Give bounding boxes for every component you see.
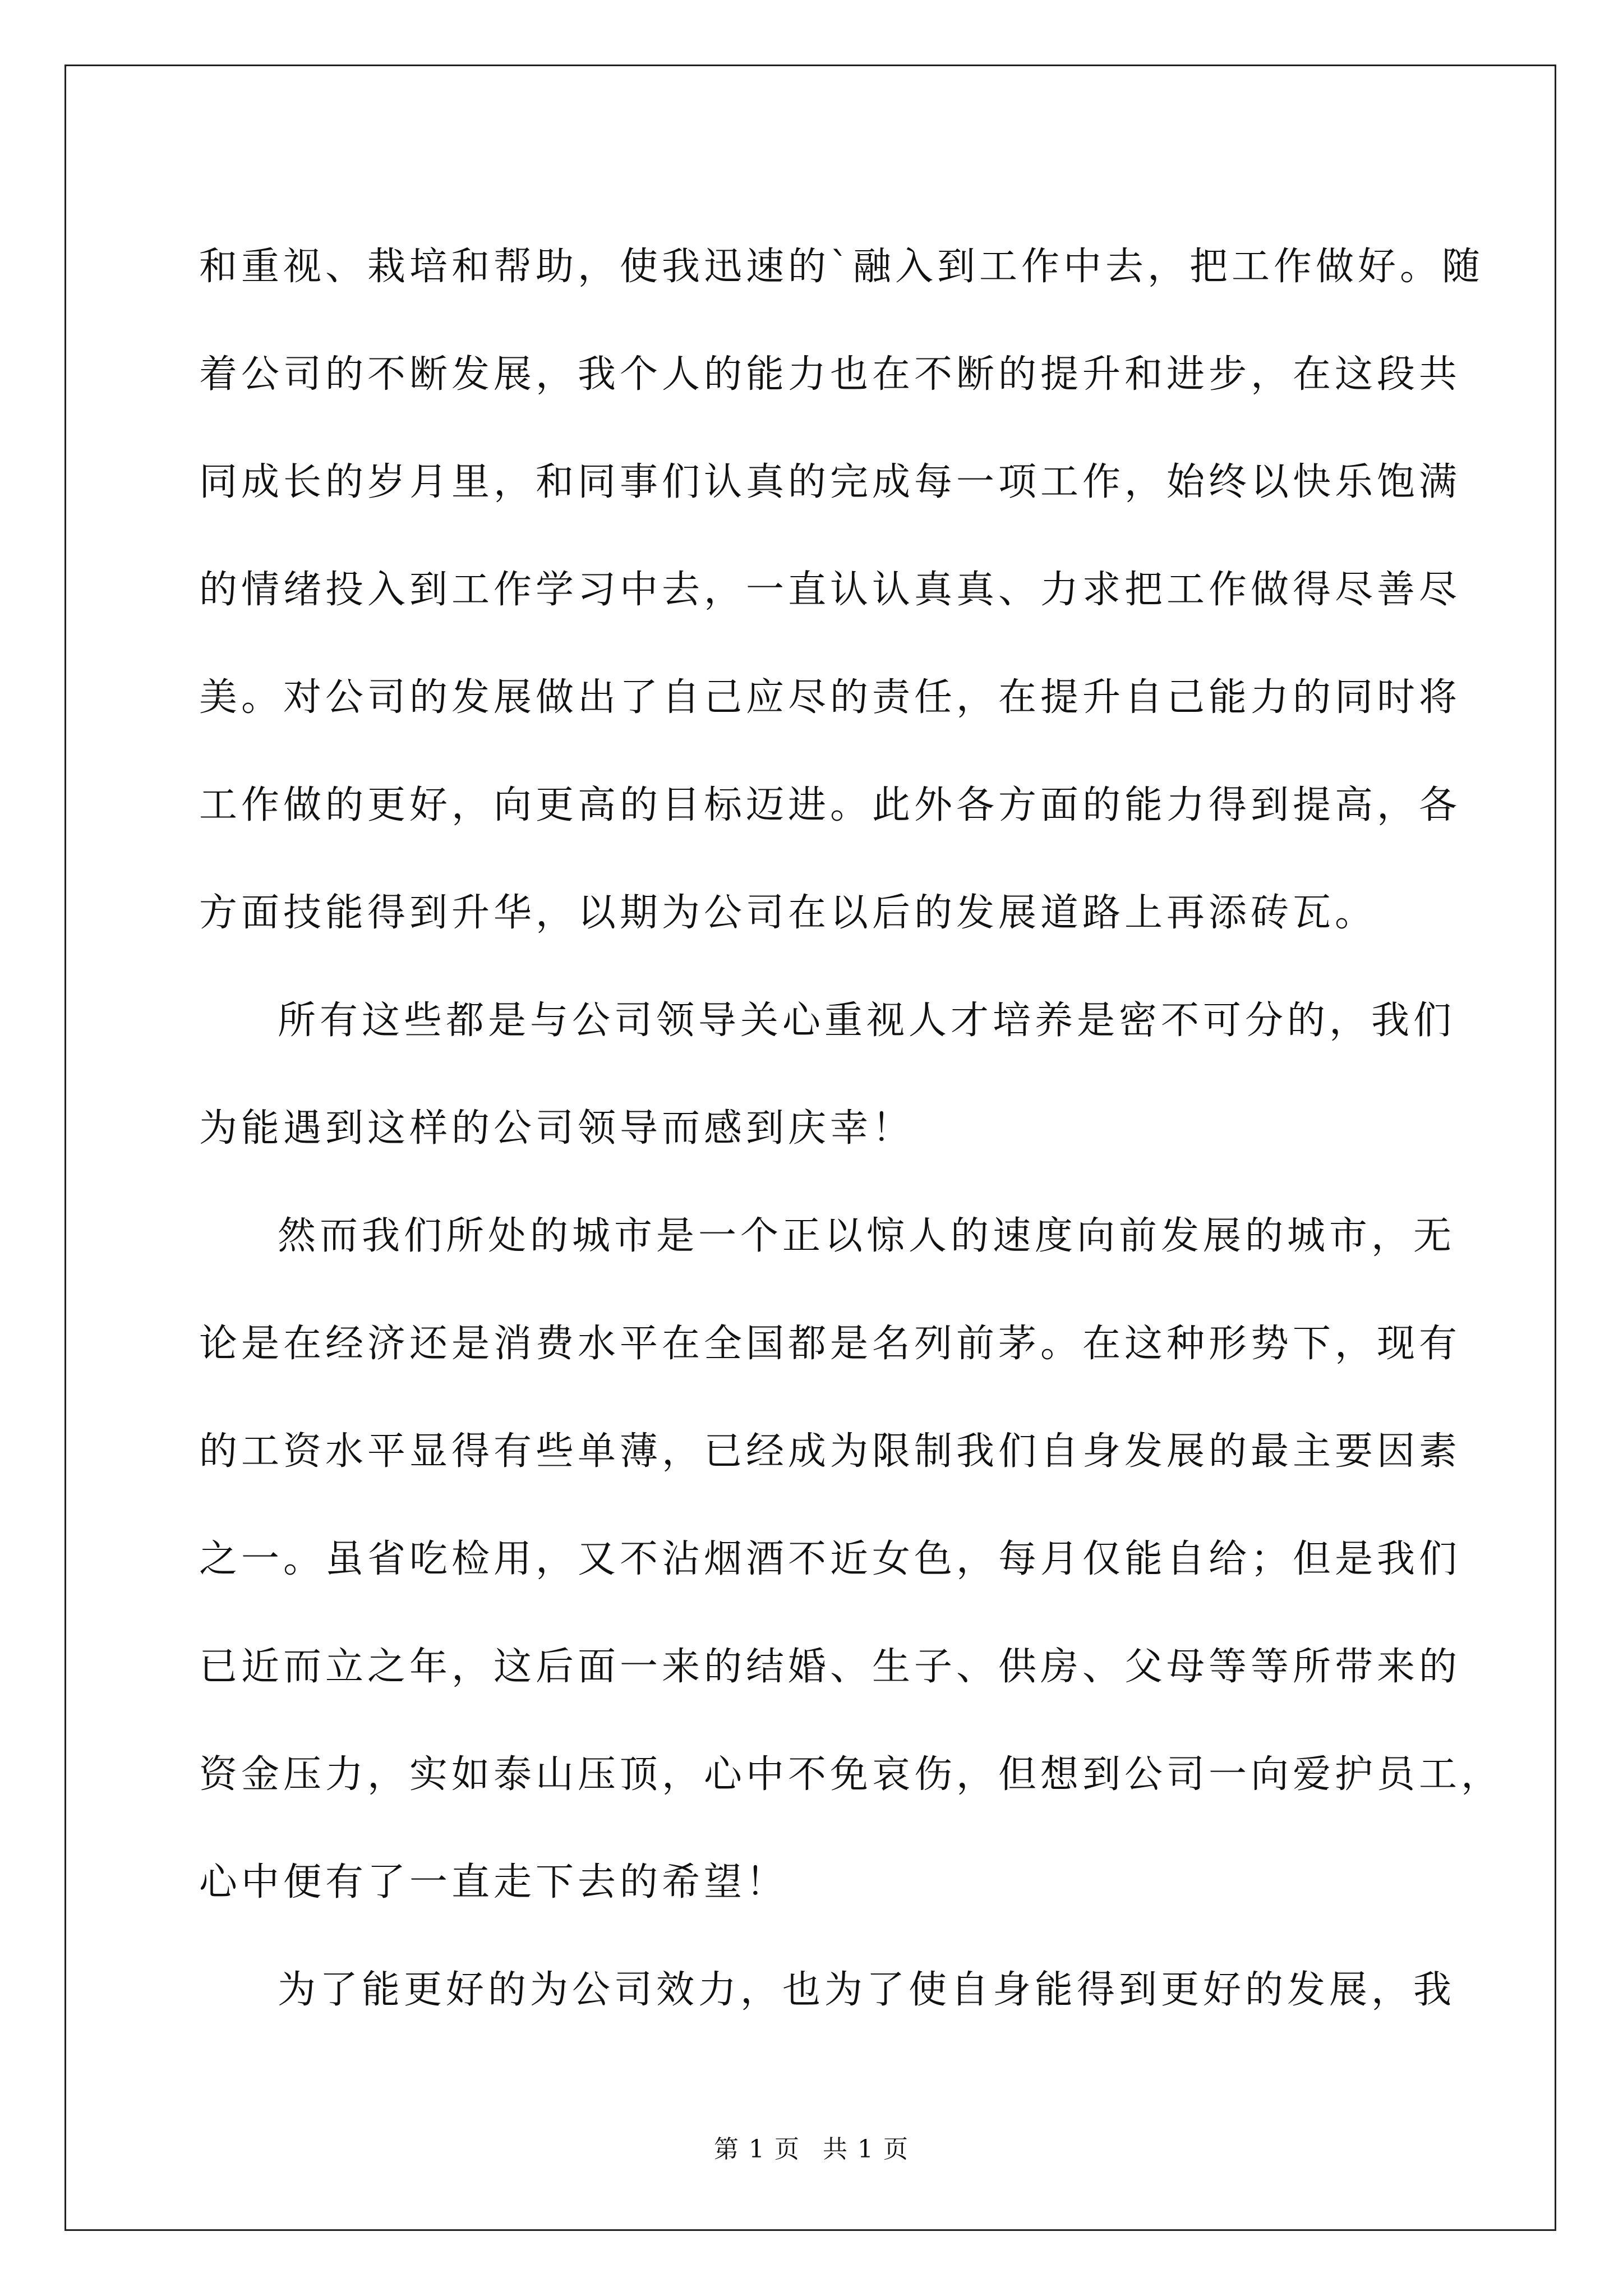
page-footer xyxy=(0,2129,1623,2165)
text-line: 方面技能得到升华，以期为公司在以后的发展道路上再添砖瓦。 xyxy=(199,891,1377,935)
text-line: 和重视、栽培和帮助，使我迅速的`融入到工作中去，把工作做好。随 xyxy=(199,245,1484,289)
paragraph-first-line: 所有这些都是与公司领导关心重视人才培养是密不可分的，我们 xyxy=(278,999,1456,1043)
text-line: 之一。虽省吃检用，又不沾烟酒不近女色，每月仅能自给；但是我们 xyxy=(199,1537,1461,1581)
paragraph-first-line: 然而我们所处的城市是一个正以惊人的速度向前发展的城市，无 xyxy=(278,1214,1456,1258)
text-line: 工作做的更好，向更高的目标迈进。此外各方面的能力得到提高，各 xyxy=(199,783,1461,827)
page-total: 共 1 页 xyxy=(823,2135,909,2164)
text-line: 已近而立之年，这后面一来的结婚、生子、供房、父母等等所带来的 xyxy=(199,1645,1461,1689)
text-line: 心中便有了一直走下去的希望！ xyxy=(199,1860,789,1904)
text-line: 为能遇到这样的公司领导而感到庆幸！ xyxy=(199,1106,915,1151)
text-line: 的工资水平显得有些单薄，已经成为限制我们自身发展的最主要因素 xyxy=(199,1429,1461,1474)
text-line: 的情绪投入到工作学习中去，一直认认真真、力求把工作做得尽善尽 xyxy=(199,568,1461,612)
page-number: 第 1 页 xyxy=(714,2135,800,2164)
text-line: 资金压力，实如泰山压顶，心中不免哀伤，但想到公司一向爱护员工， xyxy=(199,1752,1504,1797)
text-line: 论是在经济还是消费水平在全国都是名列前茅。在这种形势下，现有 xyxy=(199,1322,1461,1366)
paragraph-first-line: 为了能更好的为公司效力，也为了使自身能得到更好的发展，我 xyxy=(278,1968,1456,2012)
text-line: 着公司的不断发展，我个人的能力也在不断的提升和进步，在这段共 xyxy=(199,352,1461,397)
text-line: 同成长的岁月里，和同事们认真的完成每一项工作，始终以快乐饱满 xyxy=(199,460,1461,504)
document-body xyxy=(199,213,1504,2044)
text-line: 美。对公司的发展做出了自己应尽的责任，在提升自己能力的同时将 xyxy=(199,675,1461,720)
